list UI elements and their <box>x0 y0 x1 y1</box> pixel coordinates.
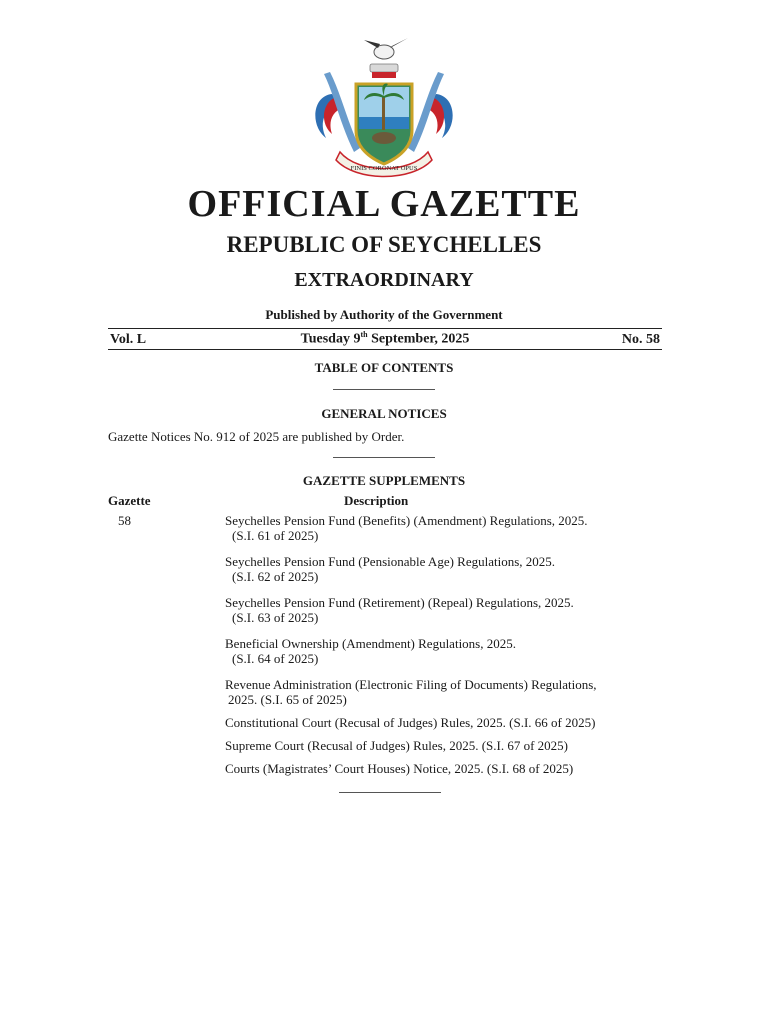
issue-info-row <box>110 330 660 348</box>
description-column-header: Description <box>344 493 409 508</box>
gazette-title: OFFICIAL GAZETTE <box>187 183 581 225</box>
divider <box>339 792 441 793</box>
list-item: Courts (Magistrates’ Court Houses) Notice, 2025. (S.I. 68 of 2025) <box>225 761 574 776</box>
volume-label: Vol. L <box>110 332 147 347</box>
toc-heading: TABLE OF CONTENTS <box>314 360 454 375</box>
issue-date: Tuesday 9th September, 2025 <box>300 330 470 347</box>
republic-heading: REPUBLIC OF SEYCHELLES <box>226 232 542 257</box>
gazette-column-header: Gazette <box>108 493 151 508</box>
top-rule <box>108 328 662 329</box>
list-item: Seychelles Pension Fund (Benefits) (Amendment) Regulations, 2025. (S.I. 61 of 2025) <box>225 513 588 543</box>
list-item: Seychelles Pension Fund (Pensionable Age) Regulations, 2025. (S.I. 62 of 2025) <box>225 554 556 584</box>
divider <box>333 389 435 390</box>
list-item: Seychelles Pension Fund (Retirement) (Repeal) Regulations, 2025. (S.I. 63 of 2025) <box>225 595 574 625</box>
divider <box>333 457 435 458</box>
list-item: Constitutional Court (Recusal of Judges) Rules, 2025. (S.I. 66 of 2025) <box>225 715 596 730</box>
authority-line: Published by Authority of the Government <box>265 307 503 322</box>
coat-of-arms-icon <box>304 34 464 180</box>
supplement-list <box>225 513 665 776</box>
issue-number: No. 58 <box>621 332 660 347</box>
svg-text:FINIS CORONAT OPUS: FINIS CORONAT OPUS <box>350 165 418 172</box>
list-item: Beneficial Ownership (Amendment) Regulations, 2025. (S.I. 64 of 2025) <box>225 636 516 666</box>
edition-heading: EXTRAORDINARY <box>294 269 474 291</box>
bottom-rule <box>108 349 662 350</box>
general-notices-text: Gazette Notices No. 912 of 2025 are published by Order. <box>108 429 405 444</box>
gazette-number-cell: 58 <box>118 513 131 528</box>
gazette-supplements-heading: GAZETTE SUPPLEMENTS <box>302 473 466 488</box>
list-item: Revenue Administration (Electronic Filing of Documents) Regulations, 2025. (S.I. 65 of 2025) <box>225 677 597 707</box>
list-item: Supreme Court (Recusal of Judges) Rules, 2025. (S.I. 67 of 2025) <box>225 738 569 753</box>
general-notices-heading: GENERAL NOTICES <box>321 406 447 421</box>
